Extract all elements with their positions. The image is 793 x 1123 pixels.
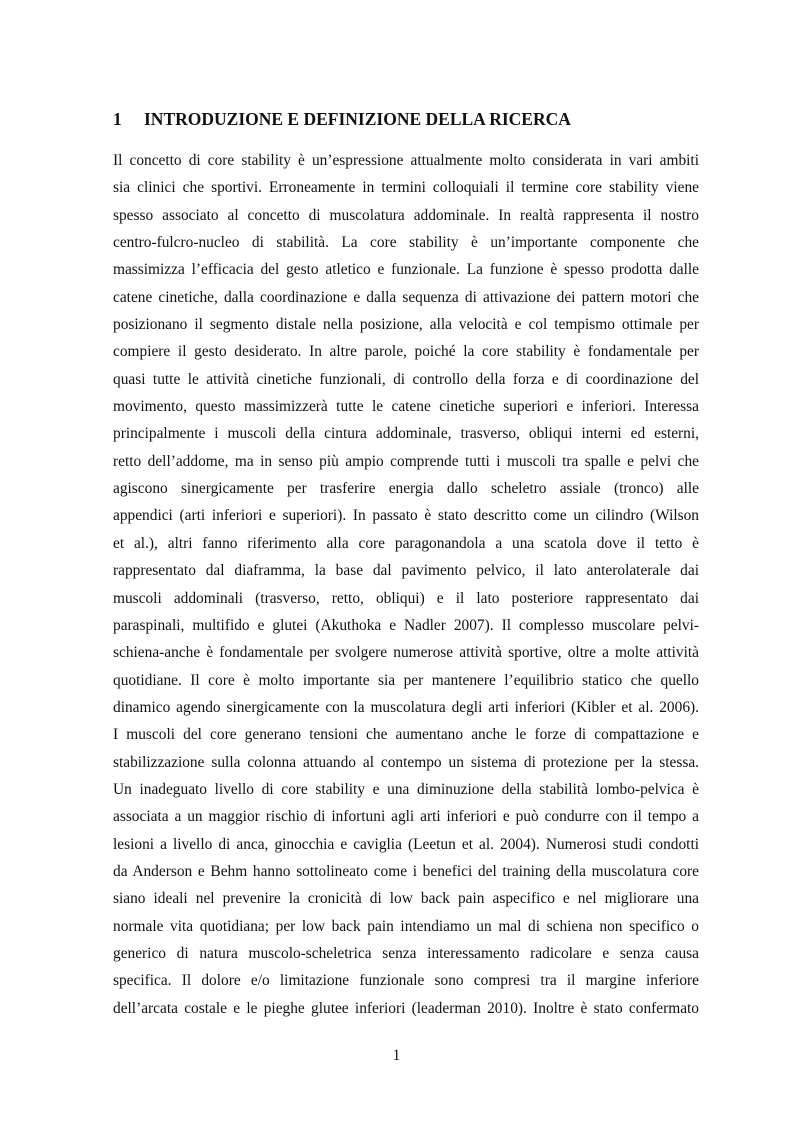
body-line: siano ideali nel prevenire la cronicità di low back pain aspecifico e nel migliorare una (113, 890, 699, 908)
body-line: muscoli addominali (trasverso, retto, obliqui) e il lato posteriore rappresentato dai (113, 589, 699, 607)
body-paragraph (113, 147, 699, 1022)
body-line: spesso associato al concetto di muscolatura addominale. In realtà rappresenta il nostro (113, 206, 699, 224)
body-line: schiena-anche è fondamentale per svolgere numerose attività sportive, oltre a molte attività (113, 644, 699, 662)
body-line: massimizza l’efficacia del gesto atletico e funzionale. La funzione è spesso prodotta dalle (113, 261, 699, 279)
body-line: I muscoli del core generano tensioni che aumentano anche le forze di compattazione e (113, 726, 699, 744)
body-line: paraspinali, multifido e glutei (Akuthoka e Nadler 2007). Il complesso muscolare pelvi- (113, 616, 699, 634)
body-line: retto dell’addome, ma in senso più ampio comprende tutti i muscoli tra spalle e pelvi che (113, 452, 699, 470)
body-line: stabilizzazione sulla colonna attuando al contempo un sistema di protezione per la stessa. (113, 753, 699, 771)
body-line: associata a un maggior rischio di infortuni agli arti inferiori e può condurre con il tempo a (113, 808, 699, 826)
body-line: lesioni a livello di anca, ginocchia e caviglia (Leetun et al. 2004). Numerosi studi condotti (113, 835, 699, 853)
body-line: appendici (arti inferiori e superiori). In passato è stato descritto come un cilindro (Wilson (113, 507, 699, 525)
body-line: catene cinetiche, dalla coordinazione e dalla sequenza di attivazione dei pattern motori che (113, 288, 699, 306)
body-line: Un inadeguato livello di core stability e una diminuzione della stabilità lombo-pelvica è (113, 780, 699, 798)
chapter-title: INTRODUZIONE E DEFINIZIONE DELLA RICERCA (144, 109, 571, 129)
body-line: da Anderson e Behm hanno sottolineato come i benefici del training della muscolatura core (113, 862, 699, 880)
body-line: agiscono sinergicamente per trasferire energia dallo scheletro assiale (tronco) alle (113, 480, 699, 498)
body-line: quasi tutte le attività cinetiche funzionali, di controllo della forza e di coordinazione del (113, 370, 699, 388)
body-line: movimento, questo massimizzerà tutte le catene cinetiche superiori e inferiori. Interessa (113, 398, 699, 416)
body-line: dinamico agendo sinergicamente con la muscolatura degli arti inferiori (Kibler et al. 2006). (113, 698, 699, 716)
body-line: posizionano il segmento distale nella posizione, alla velocità e col tempismo ottimale per (113, 316, 699, 334)
chapter-heading (113, 106, 703, 132)
body-line: compiere il gesto desiderato. In altre parole, poiché la core stability è fondamentale per (113, 343, 699, 361)
body-line: et al.), altri fanno riferimento alla core paragonandola a una scatola dove il tetto è (113, 534, 699, 552)
body-line: normale vita quotidiana; per low back pain intendiamo un mal di schiena non specifico o (113, 917, 699, 935)
body-line: sia clinici che sportivi. Erroneamente in termini colloquiali il termine core stability viene (113, 179, 699, 197)
body-line: quotidiane. Il core è molto importante sia per mantenere l’equilibrio statico che quello (113, 671, 699, 689)
body-line: centro-fulcro-nucleo di stabilità. La core stability è un’importante componente che (113, 234, 699, 252)
body-line: specifica. Il dolore e/o limitazione funzionale sono compresi tra il margine inferiore (113, 972, 699, 990)
body-line: dell’arcata costale e le pieghe glutee inferiori (leaderman 2010). Inoltre è stato confermato (113, 999, 699, 1017)
body-line: generico di natura muscolo-scheletrica senza interessamento radicolare e senza causa (113, 944, 699, 962)
chapter-number: 1 (113, 109, 122, 129)
body-line: rappresentato dal diaframma, la base dal pavimento pelvico, il lato anterolaterale dai (113, 562, 699, 580)
page-number: 1 (392, 1047, 401, 1064)
body-line: principalmente i muscoli della cintura addominale, trasverso, obliqui interni ed esterni, (113, 425, 699, 443)
body-line: Il concetto di core stability è un’espressione attualmente molto considerata in vari ambiti (113, 152, 699, 169)
